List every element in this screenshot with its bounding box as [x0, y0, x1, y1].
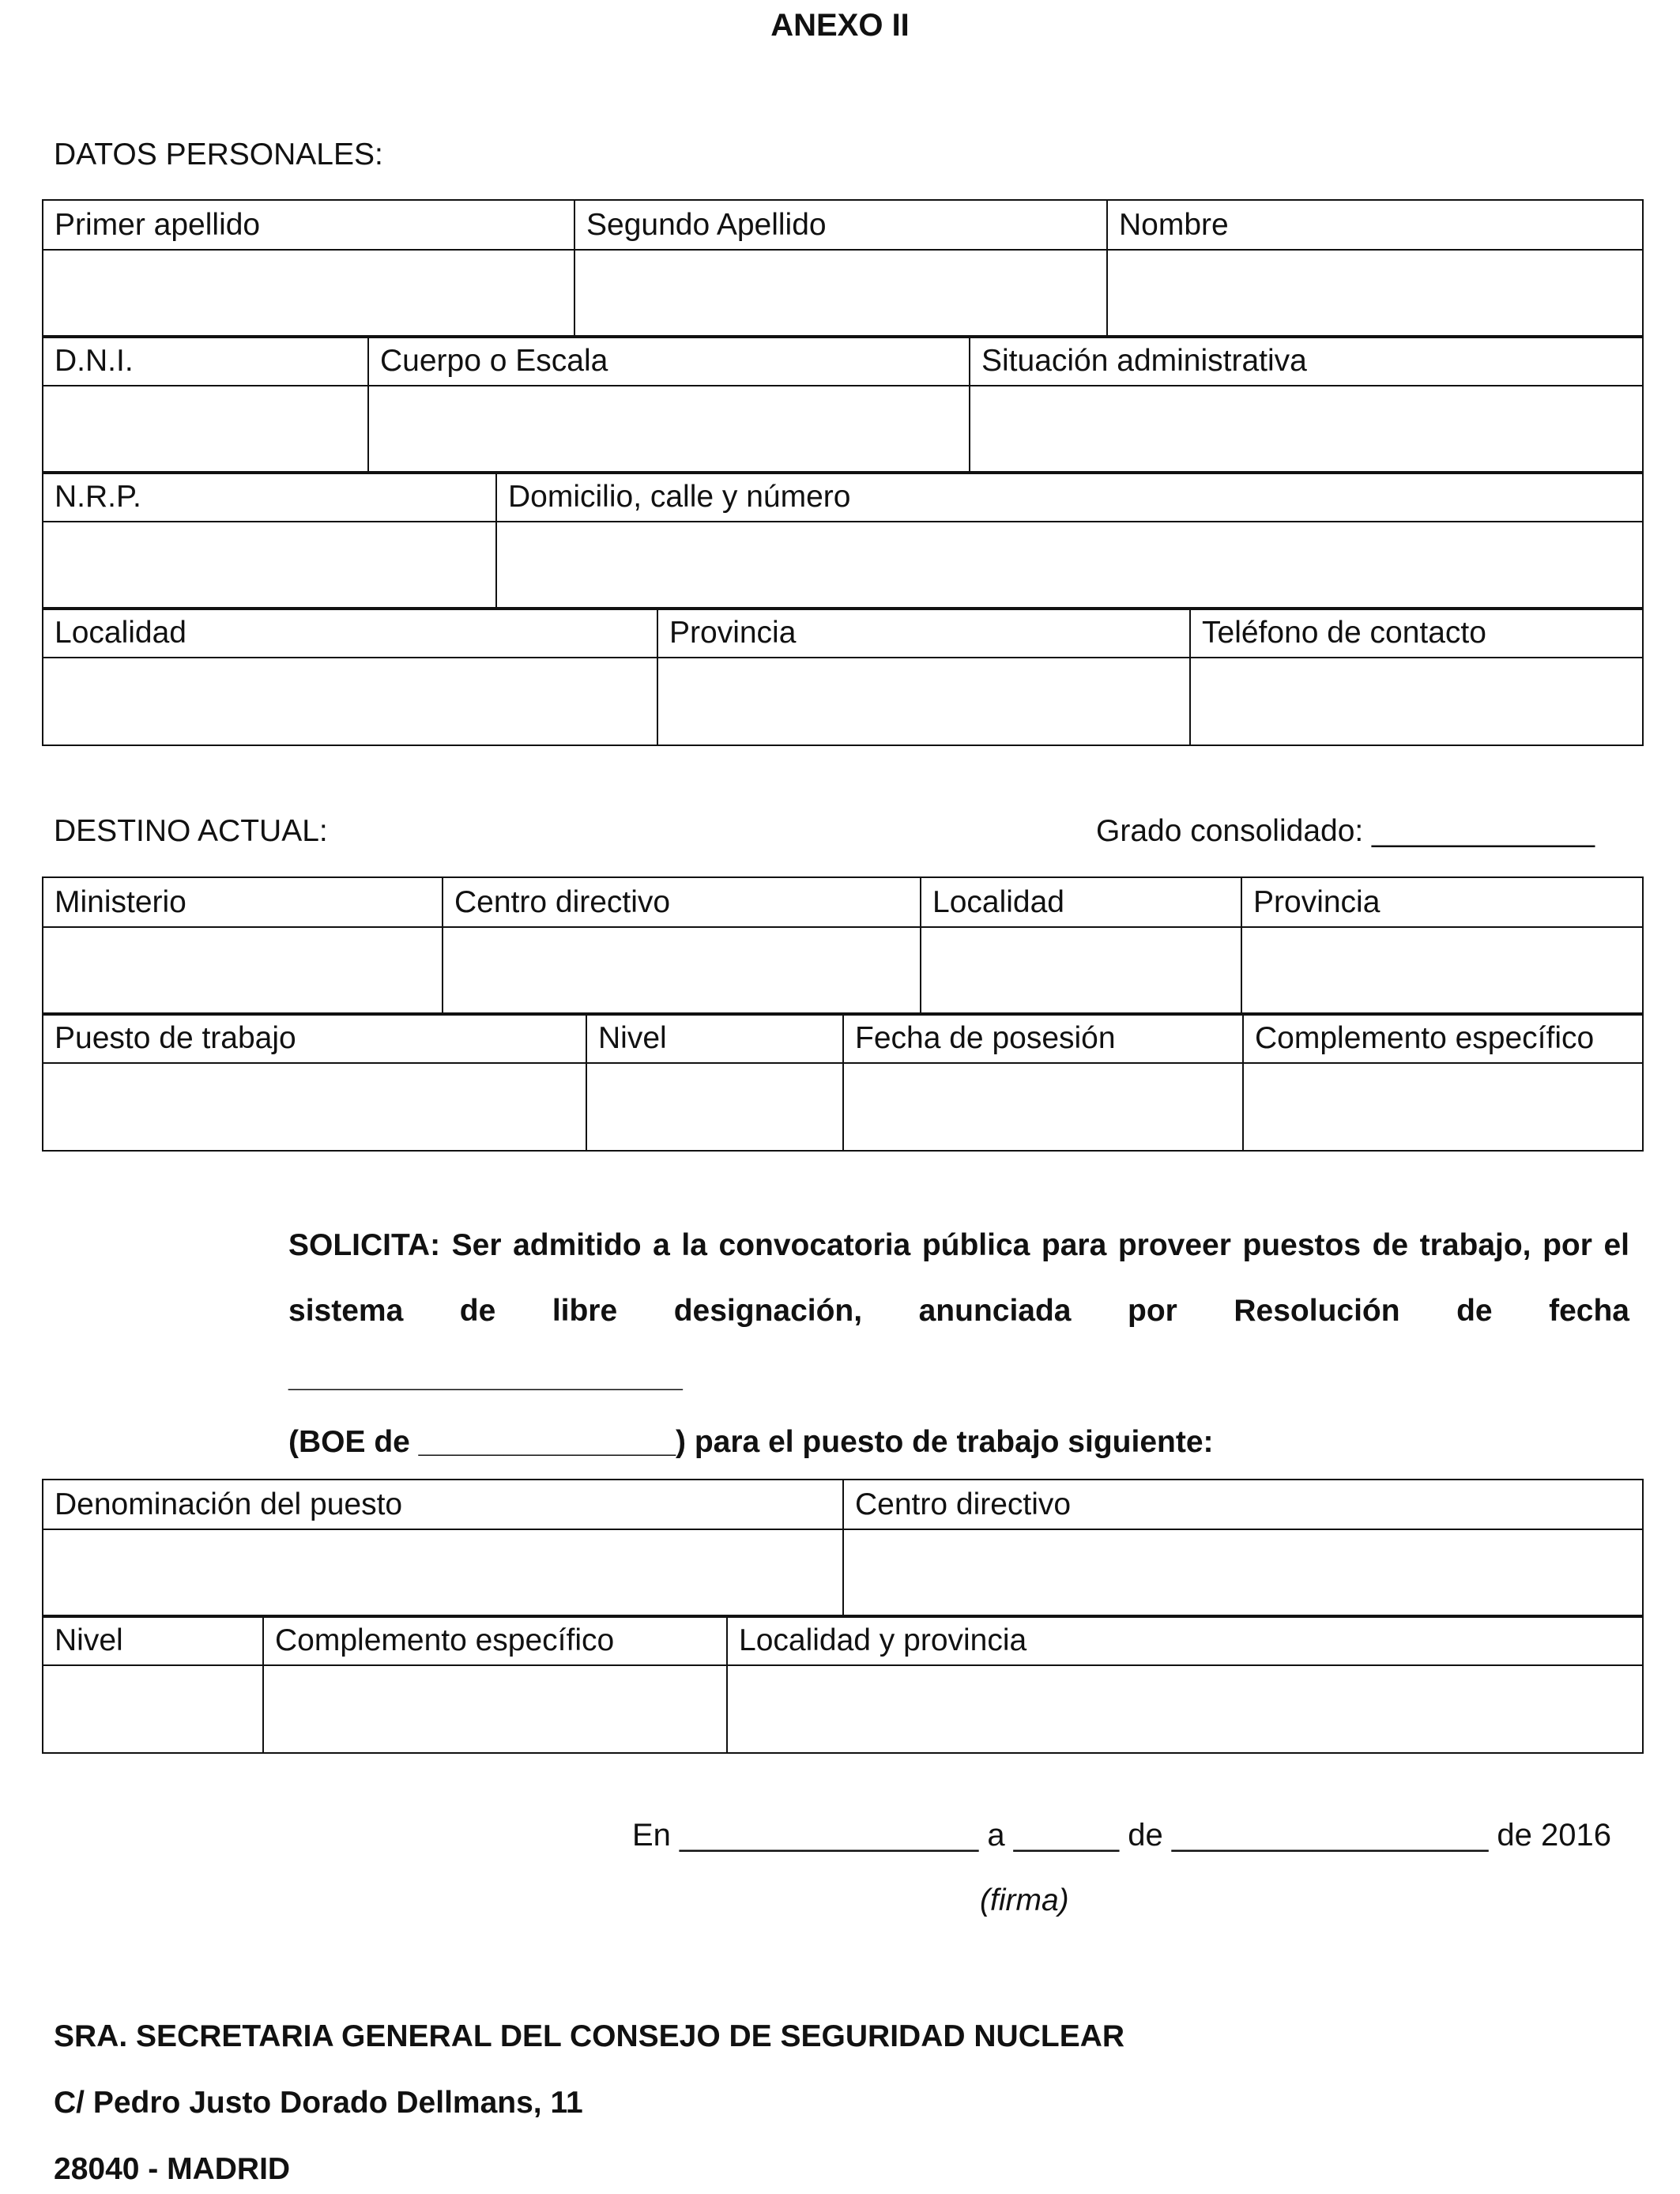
nrp-field[interactable]	[43, 522, 496, 609]
ministerio-field[interactable]	[43, 927, 443, 1015]
primer-apellido-field[interactable]	[43, 250, 574, 337]
destino-actual-row2	[42, 1012, 1644, 1152]
destino-provincia-label: Provincia	[1241, 877, 1643, 927]
centro-directivo-label: Centro directivo	[443, 877, 921, 927]
primer-apellido-label: Primer apellido	[43, 200, 574, 250]
domicilio-label: Domicilio, calle y número	[496, 472, 1643, 522]
solicita-line-1: SOLICITA: Ser admitido a la convocatoria pública para proveer puestos de trabajo, por el	[288, 1228, 1629, 1262]
nivel-field[interactable]	[586, 1063, 843, 1151]
puesto-trabajo-field[interactable]	[43, 1063, 586, 1151]
nrp-label: N.R.P.	[43, 472, 496, 522]
puesto-centro-directivo-label: Centro directivo	[843, 1480, 1643, 1529]
puesto-nivel-field[interactable]	[43, 1665, 263, 1753]
provincia-label: Provincia	[657, 608, 1190, 658]
dni-label: D.N.I.	[43, 336, 368, 386]
nivel-label: Nivel	[586, 1013, 843, 1063]
cuerpo-escala-label: Cuerpo o Escala	[368, 336, 970, 386]
puesto-nivel-label: Nivel	[43, 1615, 263, 1665]
telefono-contacto-label: Teléfono de contacto	[1190, 608, 1643, 658]
puesto-solicitado-row1	[42, 1479, 1644, 1618]
puesto-trabajo-label: Puesto de trabajo	[43, 1013, 586, 1063]
datos-personales-row3	[42, 471, 1644, 610]
provincia-field[interactable]	[657, 658, 1190, 745]
grado-consolidado-line: Grado consolidado: _____________	[1096, 814, 1595, 848]
puesto-solicitado-row2	[42, 1615, 1644, 1754]
destino-actual-row1	[42, 876, 1644, 1016]
cuerpo-escala-field[interactable]	[368, 386, 970, 473]
nombre-label: Nombre	[1107, 200, 1643, 250]
destinatario-line-2: C/ Pedro Justo Dorado Dellmans, 11	[54, 2086, 583, 2120]
fecha-posesion-label: Fecha de posesión	[843, 1013, 1243, 1063]
page-title: ANEXO II	[770, 8, 910, 43]
destinatario-line-3: 28040 - MADRID	[54, 2152, 291, 2186]
localidad-label: Localidad	[43, 608, 657, 658]
complemento-especifico-label: Complemento específico	[1243, 1013, 1643, 1063]
fecha-lugar-line: En _________________ a ______ de __________________ de 2016	[632, 1818, 1612, 1853]
ministerio-label: Ministerio	[43, 877, 443, 927]
fecha-posesion-field[interactable]	[843, 1063, 1243, 1151]
destino-provincia-field[interactable]	[1241, 927, 1643, 1015]
datos-personales-heading: DATOS PERSONALES:	[54, 138, 383, 172]
dni-field[interactable]	[43, 386, 368, 473]
solicita-line-3: (BOE de _______________) para el puesto de trabajo siguiente:	[288, 1425, 1214, 1459]
localidad-provincia-label: Localidad y provincia	[727, 1615, 1643, 1665]
centro-directivo-field[interactable]	[443, 927, 921, 1015]
puesto-complemento-field[interactable]	[263, 1665, 727, 1753]
localidad-provincia-field[interactable]	[727, 1665, 1643, 1753]
destinatario-line-1: SRA. SECRETARIA GENERAL DEL CONSEJO DE SEGURIDAD NUCLEAR	[54, 2019, 1125, 2053]
puesto-centro-directivo-field[interactable]	[843, 1529, 1643, 1617]
denominacion-puesto-label: Denominación del puesto	[43, 1480, 843, 1529]
segundo-apellido-label: Segundo Apellido	[574, 200, 1107, 250]
complemento-especifico-field[interactable]	[1243, 1063, 1643, 1151]
firma-label: (firma)	[980, 1883, 1069, 1917]
solicita-paragraph	[288, 1212, 1629, 1475]
localidad-field[interactable]	[43, 658, 657, 745]
puesto-complemento-label: Complemento específico	[263, 1615, 727, 1665]
destino-localidad-field[interactable]	[921, 927, 1241, 1015]
nombre-field[interactable]	[1107, 250, 1643, 337]
solicita-line-2: sistema de libre designación, anunciada por Resolución de fecha _______________________	[288, 1294, 1629, 1393]
situacion-administrativa-field[interactable]	[970, 386, 1643, 473]
situacion-administrativa-label: Situación administrativa	[970, 336, 1643, 386]
segundo-apellido-field[interactable]	[574, 250, 1107, 337]
destino-localidad-label: Localidad	[921, 877, 1241, 927]
denominacion-puesto-field[interactable]	[43, 1529, 843, 1617]
domicilio-field[interactable]	[496, 522, 1643, 609]
destino-actual-heading: DESTINO ACTUAL:	[54, 814, 328, 848]
datos-personales-row1	[42, 199, 1644, 338]
telefono-contacto-field[interactable]	[1190, 658, 1643, 745]
datos-personales-row4	[42, 607, 1644, 746]
datos-personales-row2	[42, 335, 1644, 474]
